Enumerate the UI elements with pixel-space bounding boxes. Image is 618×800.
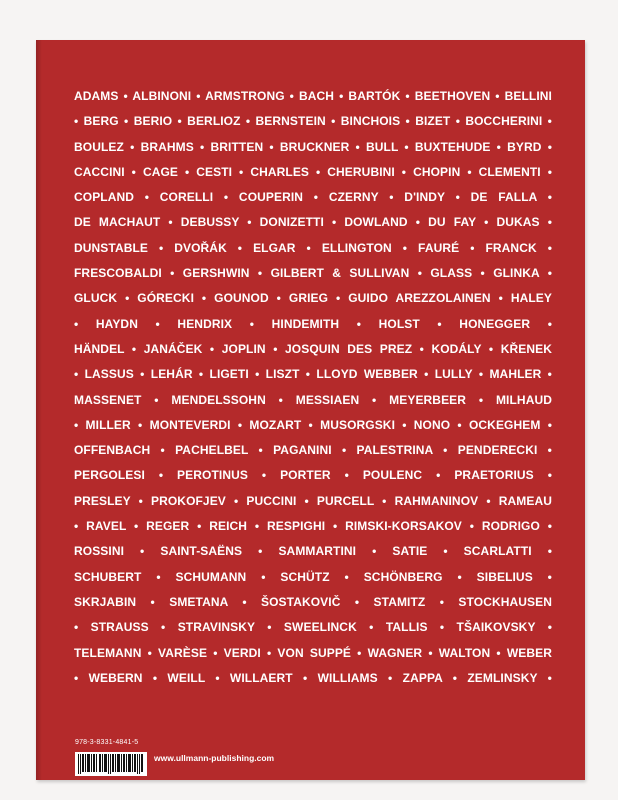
composer-line: • STRAUSS • STRAVINSKY • SWEELINCK • TALLIS • TŠAIKOVSKY • <box>74 620 552 635</box>
composer-line: • BERG • BERIO • BERLIOZ • BERNSTEIN • BINCHOIS • BIZET • BOCCHERINI • <box>74 114 552 129</box>
composer-line: OFFENBACH • PACHELBEL • PAGANINI • PALESTRINA • PENDERECKI • <box>74 443 552 458</box>
publisher-url: www.ullmann-publishing.com <box>154 753 275 763</box>
composer-line: PRESLEY • PROKOFJEV • PUCCINI • PURCELL • RAHMANINOV • RAMEAU <box>74 493 552 508</box>
composer-line: SKRJABIN • SMETANA • ŠOSTAKOVIČ • STAMITZ • STOCKHAUSEN <box>74 594 552 609</box>
composer-line: FRESCOBALDI • GERSHWIN • GILBERT & SULLIVAN • GLASS • GLINKA • <box>74 266 552 281</box>
book-back-cover <box>36 40 585 780</box>
barcode-icon <box>75 752 147 776</box>
composer-line: ROSSINI • SAINT-SAËNS • SAMMARTINI • SATIE • SCARLATTI • <box>74 544 552 559</box>
spine-shadow <box>36 40 42 780</box>
composer-line: CACCINI • CAGE • CESTI • CHARLES • CHERUBINI • CHOPIN • CLEMENTI • <box>74 164 552 179</box>
composer-line: MASSENET • MENDELSSOHN • MESSIAEN • MEYERBEER • MILHAUD <box>74 392 552 407</box>
composer-line: • WEBERN • WEILL • WILLAERT • WILLIAMS • ZAPPA • ZEMLINSKY • <box>74 670 552 685</box>
composer-line: ADAMS • ALBINONI • ARMSTRONG • BACH • BARTÓK • BEETHOVEN • BELLINI <box>74 89 552 103</box>
composer-list <box>74 84 552 691</box>
composer-line: TELEMANN • VARÈSE • VERDI • VON SUPPÉ • WAGNER • WALTON • WEBER <box>74 645 552 660</box>
composer-line: COPLAND • CORELLI • COUPERIN • CZERNY • D'INDY • DE FALLA • <box>74 190 552 205</box>
composer-line: • LASSUS • LEHÁR • LIGETI • LISZT • LLOYD WEBBER • LULLY • MAHLER • <box>74 367 552 382</box>
composer-line: DE MACHAUT • DEBUSSY • DONIZETTI • DOWLAND • DU FAY • DUKAS • <box>74 215 552 230</box>
composer-line: • HAYDN • HENDRIX • HINDEMITH • HOLST • HONEGGER • <box>74 316 552 331</box>
isbn-number: 978-3-8331-4841-5 <box>75 739 139 746</box>
barcode-graphic <box>75 752 147 776</box>
composer-line: HÄNDEL • JANÁČEK • JOPLIN • JOSQUIN DES PREZ • KODÁLY • KŘENEK <box>74 341 552 356</box>
composer-line: PERGOLESI • PEROTINUS • PORTER • POULENC • PRAETORIUS • <box>74 468 552 483</box>
composer-line: GLUCK • GÓRECKI • GOUNOD • GRIEG • GUIDO AREZZOLAINEN • HALEY <box>74 291 552 306</box>
composer-line: • RAVEL • REGER • REICH • RESPIGHI • RIMSKI-KORSAKOV • RODRIGO • <box>74 519 552 534</box>
composer-line: SCHUBERT • SCHUMANN • SCHÜTZ • SCHÖNBERG • SIBELIUS • <box>74 569 552 584</box>
composer-line: BOULEZ • BRAHMS • BRITTEN • BRUCKNER • BULL • BUXTEHUDE • BYRD • <box>74 139 552 154</box>
composer-line: • MILLER • MONTEVERDI • MOZART • MUSORGSKI • NONO • OCKEGHEM • <box>74 417 552 432</box>
composer-line: DUNSTABLE • DVOŘÁK • ELGAR • ELLINGTON • FAURÉ • FRANCK • <box>74 240 552 255</box>
